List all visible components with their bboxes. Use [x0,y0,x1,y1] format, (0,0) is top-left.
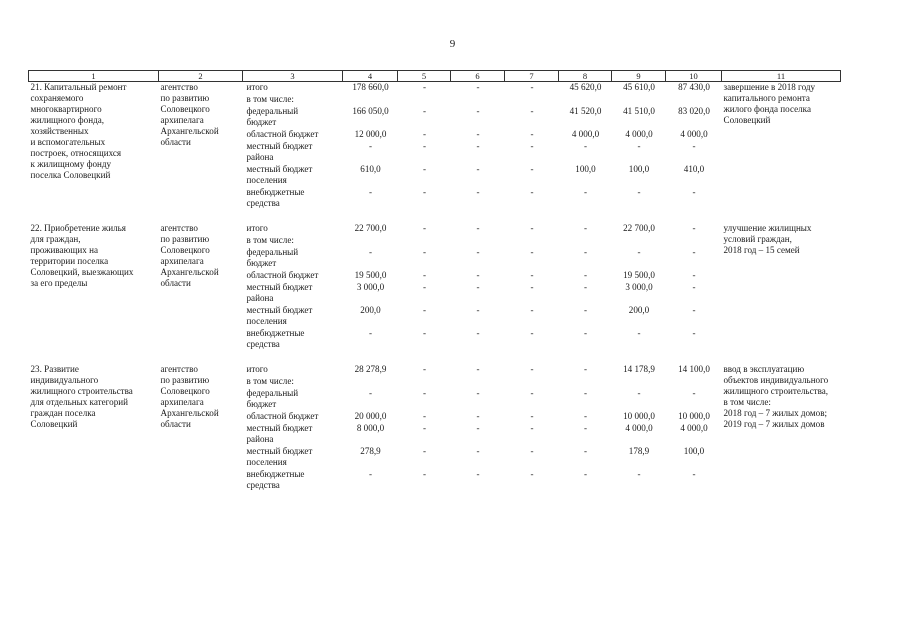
amount-cell: - [422,364,427,374]
amount-cell: - [476,364,480,374]
amount-cell [559,94,612,106]
amount-cell [398,235,451,247]
amount-cell [343,235,398,247]
amount-cell: - [583,469,588,479]
funding-source: итого [246,364,268,374]
amount-cell: 278,9 [360,446,381,456]
amount-cell [505,235,559,247]
amount-cell: - [368,247,373,257]
amount-cell: - [422,106,427,116]
amount-cell: - [476,141,480,151]
amount-cell: - [422,247,427,257]
amount-cell: - [530,141,534,151]
amount-cell: - [692,141,696,151]
amount-cell: - [692,223,696,233]
amount-cell: 3 000,0 [356,282,385,292]
amount-cell: - [368,469,373,479]
header-cell-2: 2 [159,71,243,82]
table-row [29,223,841,235]
amount-cell: 87 430,0 [678,82,710,92]
header-cell-5: 5 [398,71,451,82]
amount-cell: - [476,423,480,433]
amount-cell: - [476,446,480,456]
amount-cell: - [692,388,696,398]
amount-cell: - [476,82,480,92]
amount-cell: 8 000,0 [356,423,385,433]
amount-cell: 10 000,0 [678,411,710,421]
amount-cell [666,235,722,247]
expected-result: ввод в эксплуатацию объектов индивидуального жилищного строительства, в том числе: 2018 год – 7 жилых домов; 2019 год – 7 жилых домов [723,364,829,429]
item-name: 23. Развитие индивидуального жилищного строительства для отдельных категорий граждан поселка Соловецкий [30,364,133,429]
header-cell-3: 3 [243,71,343,82]
amount-cell: - [583,270,588,280]
table-row [29,364,841,376]
amount-cell: 28 278,9 [354,364,387,374]
amount-cell: - [422,446,427,456]
amount-cell: - [476,270,480,280]
amount-cell: 19 500,0 [354,270,387,280]
amount-cell: - [637,187,641,197]
amount-cell: - [530,282,534,292]
amount-cell: - [530,247,534,257]
amount-cell: - [530,469,534,479]
amount-cell: 200,0 [628,305,650,315]
amount-cell: - [530,388,534,398]
amount-cell: 3 000,0 [625,282,653,292]
amount-cell: - [422,223,427,233]
amount-cell: 14 178,9 [623,364,655,374]
row-spacer [29,210,841,223]
funding-source: внебюджетные средства [246,187,305,208]
expected-result: улучшение жилищных условий граждан, 2018 год – 15 семей [723,223,812,255]
amount-cell: 22 700,0 [623,223,655,233]
amount-cell [451,94,505,106]
amount-cell: - [422,164,427,174]
amount-cell: - [530,446,534,456]
amount-cell: - [530,187,534,197]
amount-cell [612,94,666,106]
amount-cell: - [422,328,427,338]
amount-cell [505,94,559,106]
amount-cell: - [476,411,480,421]
header-cell-8: 8 [559,71,612,82]
row-spacer [29,351,841,364]
amount-cell: 83 020,0 [678,106,710,116]
funding-source: в том числе: [246,376,294,386]
amount-cell: - [476,129,480,139]
amount-cell: 10 000,0 [623,411,655,421]
amount-cell: 100,0 [683,446,705,456]
amount-cell: - [476,388,480,398]
amount-cell [559,376,612,388]
funding-source: местный бюджет района [246,141,313,162]
amount-cell: - [476,106,480,116]
amount-cell [451,235,505,247]
amount-cell: 100,0 [575,164,596,174]
amount-cell: 20 000,0 [354,411,387,421]
funding-source: итого [246,223,268,233]
funding-source: федеральный бюджет [246,388,299,409]
amount-cell: - [530,364,534,374]
amount-cell: - [422,270,427,280]
amount-cell: 22 700,0 [354,223,387,233]
page-number: 9 [449,38,456,50]
funding-source: внебюджетные средства [246,328,305,349]
amount-cell [559,235,612,247]
amount-cell: - [422,411,427,421]
amount-cell: - [530,223,534,233]
amount-cell: - [583,282,588,292]
header-cell-6: 6 [451,71,505,82]
amount-cell: 4 000,0 [625,129,653,139]
amount-cell: 166 050,0 [352,106,389,116]
amount-cell [666,94,722,106]
amount-cell: - [422,129,427,139]
amount-cell: - [476,282,480,292]
amount-cell: - [637,247,641,257]
amount-cell: - [583,364,588,374]
amount-cell: - [637,141,641,151]
amount-cell [666,376,722,388]
amount-cell: - [530,305,534,315]
executor: агентство по развитию Соловецкого архипелага Архангельской области [160,82,219,147]
amount-cell: 12 000,0 [354,129,387,139]
table-row [29,82,841,95]
executor: агентство по развитию Соловецкого архипелага Архангельской области [160,364,219,429]
amount-cell: - [583,141,588,151]
column-number-header [29,71,841,82]
amount-cell [343,376,398,388]
spacer-cell [29,210,841,223]
funding-source: в том числе: [246,94,294,104]
amount-cell [451,376,505,388]
amount-cell: - [583,446,588,456]
amount-cell: - [583,423,588,433]
amount-cell: 410,0 [683,164,705,174]
funding-source: в том числе: [246,235,294,245]
amount-cell: 45 620,0 [569,82,602,92]
amount-cell: - [368,388,373,398]
funding-source: местный бюджет поселения [246,305,313,326]
header-cell-9: 9 [612,71,666,82]
amount-cell: - [476,223,480,233]
amount-cell: 178 660,0 [352,82,389,92]
item-name: 21. Капитальный ремонт сохраняемого многоквартирного жилищного фонда, хозяйственных и вспомогательных построек, относящихся к жилищному фонду поселка Соловецкий [30,82,127,180]
amount-cell: - [637,328,641,338]
amount-cell: 14 100,0 [678,364,710,374]
amount-cell: - [530,164,534,174]
amount-cell: - [583,305,588,315]
header-cell-4: 4 [343,71,398,82]
amount-cell: 200,0 [360,305,381,315]
funding-source: итого [246,82,268,92]
amount-cell: - [692,469,696,479]
funding-source: местный бюджет района [246,282,313,303]
amount-cell: 4 000,0 [680,423,708,433]
amount-cell: - [530,106,534,116]
amount-cell: - [422,305,427,315]
funding-source: областной бюджет [246,129,319,139]
amount-cell: - [476,247,480,257]
amount-cell: 41 520,0 [569,106,602,116]
funding-source: местный бюджет поселения [246,164,313,185]
amount-cell: - [530,129,534,139]
spacer-cell [29,351,841,364]
amount-cell: - [637,469,641,479]
amount-cell: - [476,187,480,197]
header-cell-10: 10 [666,71,722,82]
amount-cell: - [637,388,641,398]
amount-cell: - [583,223,588,233]
amount-cell: - [583,187,588,197]
amount-cell: - [583,247,588,257]
amount-cell: - [530,328,534,338]
amount-cell: - [583,388,588,398]
amount-cell: 45 610,0 [623,82,655,92]
amount-cell: - [368,141,373,151]
amount-cell: 100,0 [628,164,650,174]
funding-source: федеральный бюджет [246,247,299,268]
amount-cell: - [692,328,696,338]
funding-source: местный бюджет района [246,423,313,444]
amount-cell [612,376,666,388]
amount-cell: - [692,305,696,315]
amount-cell: 178,9 [628,446,650,456]
amount-cell: - [422,423,427,433]
table-body [29,82,841,493]
amount-cell: 4 000,0 [680,129,708,139]
amount-cell [343,94,398,106]
header-cell-7: 7 [505,71,559,82]
amount-cell: - [692,270,696,280]
amount-cell: - [692,282,696,292]
amount-cell: - [583,328,588,338]
amount-cell: - [530,423,534,433]
amount-cell: 610,0 [360,164,381,174]
amount-cell: - [476,469,480,479]
amount-cell: - [422,282,427,292]
funding-source: областной бюджет [246,411,319,421]
amount-cell: - [530,82,534,92]
funding-source: федеральный бюджет [246,106,299,127]
amount-cell: - [422,82,427,92]
amount-cell [505,376,559,388]
amount-cell: 4 000,0 [571,129,600,139]
funding-source: местный бюджет поселения [246,446,313,467]
item-name: 22. Приобретение жилья для граждан, проживающих на территории поселка Соловецкий, выезжающих за его пределы [30,223,134,288]
amount-cell: - [476,305,480,315]
amount-cell: - [530,411,534,421]
amount-cell: - [422,388,427,398]
amount-cell: - [422,469,427,479]
amount-cell: - [422,141,427,151]
amount-cell: 19 500,0 [623,270,655,280]
header-cell-1: 1 [29,71,159,82]
amount-cell: - [422,187,427,197]
amount-cell [398,94,451,106]
amount-cell: - [368,328,373,338]
amount-cell: - [583,411,588,421]
amount-cell: - [530,270,534,280]
amount-cell [612,235,666,247]
funding-source: областной бюджет [246,270,319,280]
amount-cell: 41 510,0 [623,106,655,116]
expected-result: завершение в 2018 году капитального ремонта жилого фонда поселка Соловецкий [723,82,816,125]
program-table [28,70,841,492]
amount-cell: - [368,187,373,197]
amount-cell: - [476,164,480,174]
amount-cell: - [692,187,696,197]
amount-cell: - [476,328,480,338]
amount-cell: - [692,247,696,257]
header-cell-11: 11 [722,71,841,82]
amount-cell [398,376,451,388]
funding-source: внебюджетные средства [246,469,305,490]
amount-cell: 4 000,0 [625,423,653,433]
executor: агентство по развитию Соловецкого архипелага Архангельской области [160,223,219,288]
